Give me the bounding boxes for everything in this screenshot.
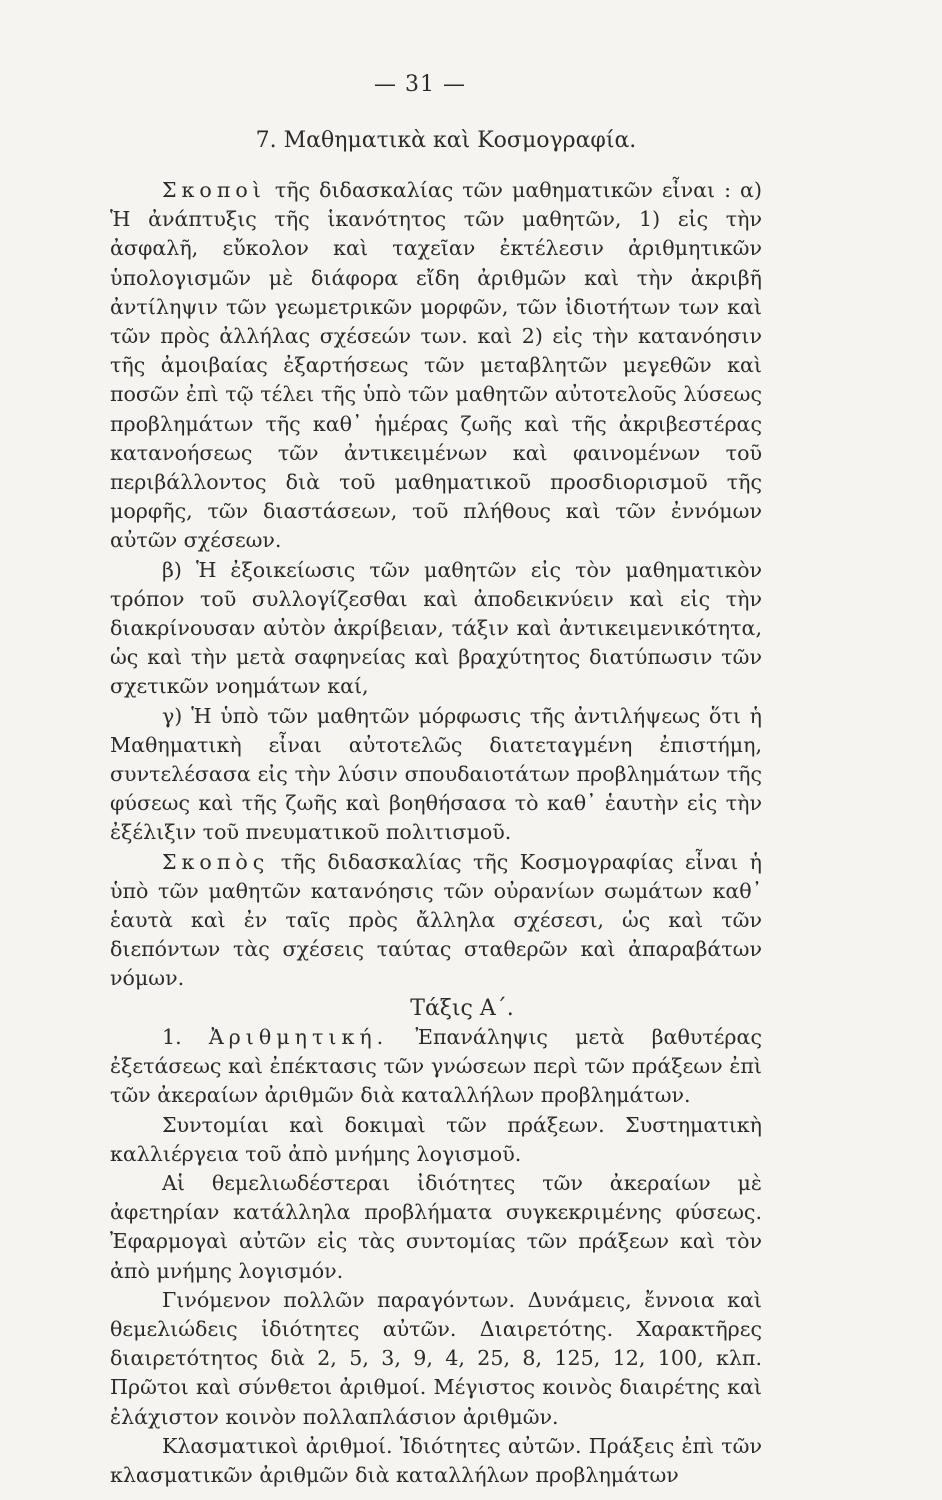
arithmetic-number: 1. xyxy=(162,1024,209,1049)
section-title: 7. Μαθηματικὰ καὶ Κοσμογραφία. xyxy=(255,128,637,153)
arithmetic-paragraph: Αἱ θεμελιωδέστεραι ἰδιότητες τῶν ἀκεραίων μὲ ἀφετηρίαν κατάλληλα προβλήματα συγκεκριμένης φύσεως. Ἐφαρμογαὶ αὐτῶν εἰς τὰς συντομίας τῶν πράξεων καὶ τὸν ἀπὸ μνήμης λογισμόν. xyxy=(110,1170,762,1283)
paragraph-text: τῆς διδασκαλίας τῶν μαθηματικῶν εἶναι : α) Ἡ ἀνάπτυξις τῆς ἱκανότητος τῶν μαθητῶν, 1) εἰς τὴν ἀσφαλῆ, εὔκολον καὶ ταχεῖαν ἐκτέλεσιν ἀριθμητικῶν ὑπολογισμῶν μὲ διάφορα εἴδη ἀριθμῶν καὶ τὴν ἀκριβῆ ἀντίληψιν τῶν γεωμετρικῶν μορφῶν, τῶν ἰδιοτήτων των καὶ τῶν πρὸς ἀλλήλας σχέσεών των. καὶ 2) εἰς τὴν κατανόησιν τῆς ἀμοιβαίας ἐξαρτήσεως τῶν μεταβλητῶν μεγεθῶν καὶ ποσῶν ἐπὶ τῷ τέλει τῆς ὑπὸ τῶν μαθητῶν αὐτοτελοῦς λύσεως προβλημάτων τῆς καθ᾽ ἡμέρας ζωῆς καὶ τῆς ἀκριβεστέρας κατανοήσεως τῶν ἀντικειμένων καὶ φαινομένων τοῦ περιβάλλοντος διὰ τοῦ μαθηματικοῦ προσδιορισμοῦ τῆς μορφῆς, τῶν διαστάσεων, τοῦ πλήθους καὶ τῶν ἐννόμων αὐτῶν σχέσεων. xyxy=(110,178,762,553)
arithmetic-text: Ἐπανάληψις μετὰ βαθυτέρας ἐξετάσεως καὶ ἐπέκτασις τῶν γνώσεων περὶ τῶν πράξεων ἐπὶ τῶν ἀκεραίων ἀριθμῶν διὰ καταλλήλων προβλημάτων. xyxy=(110,1024,762,1108)
paragraph-aims-cosmography xyxy=(110,848,762,994)
paragraph-lead: Σκοπὸς xyxy=(162,849,270,874)
arithmetic-paragraph: Γινόμενον πολλῶν παραγόντων. Δυνάμεις, ἔννοια καὶ θεμελιώδεις ἰδιότητες αὐτῶν. Διαιρετότης. Χαρακτῆρες διαιρετότητος διὰ 2, 5, 3, 9, 4, 25, 8, 125, 12, 100, κλπ. Πρῶτοι καὶ σύνθετοι ἀριθμοί. Μέγιστος κοινὸς διαιρέτης καὶ ἐλάχιστον κοινὸν πολλαπλάσιον ἀριθμῶν. xyxy=(110,1287,762,1429)
class-heading: Τάξις Α΄. xyxy=(410,995,514,1021)
arithmetic-paragraph: Κλασματικοὶ ἀριθμοί. Ἰδιότητες αὐτῶν. Πράξεις ἐπὶ τῶν κλασματικῶν ἀριθμῶν διὰ καταλλήλων προβλημάτων xyxy=(110,1433,762,1487)
paragraph-aim-b: β) Ἡ ἐξοικείωσις τῶν μαθητῶν εἰς τὸν μαθηματικὸν τρόπον τοῦ συλλογίζεσθαι καὶ ἀποδεικνύειν καὶ εἰς τὴν διακρίνουσαν αὐτὸν ἀκρίβειαν, τάξιν καὶ ἀντικειμενικότητα, ὡς καὶ τὴν μετὰ σαφηνείας καὶ βραχύτητος διατύπωσιν τῶν σχετικῶν νοημάτων καί, xyxy=(110,557,762,699)
arithmetic-intro xyxy=(110,1023,762,1111)
paragraph-lead: Σκοποὶ xyxy=(162,178,266,202)
paragraph-aims-math xyxy=(110,176,762,556)
arithmetic-lead: Ἀριθμητική. xyxy=(208,1024,389,1049)
paragraph-aim-c: γ) Ἡ ὑπὸ τῶν μαθητῶν μόρφωσις τῆς ἀντιλήψεως ὅτι ἡ Μαθηματικὴ εἶναι αὐτοτελῶς διατεταγμένη ἐπιστήμη, συντελέσασα εἰς τὴν λύσιν σπουδαιοτάτων προβλημάτων τῆς φύσεως καὶ τῆς ζωῆς καὶ βοηθήσασα τὸ καθ᾽ ἑαυτὴν εἰς τὴν ἐξέλιξιν τοῦ πνευματικοῦ πολιτισμοῦ. xyxy=(110,703,762,845)
body-text xyxy=(110,176,762,1490)
paragraph-text: τῆς διδασκαλίας τῆς Κοσμογραφίας εἶναι ἡ ὑπὸ τῶν μαθητῶν κατανόησις τῶν οὐρανίων σωμάτων καθ᾽ ἑαυτὰ καὶ ἐν ταῖς πρὸς ἄλληλα σχέσεσι, ὡς καὶ τῶν διεπόντων τὰς σχέσεις ταύτας σταθερῶν καὶ ἀπαραβάτων νόμων. xyxy=(110,849,762,991)
arithmetic-paragraph: Συντομίαι καὶ δοκιμαὶ τῶν πράξεων. Συστηματικὴ καλλιέργεια τοῦ ἀπὸ μνήμης λογισμοῦ. xyxy=(110,1112,762,1166)
page-number: — 31 — xyxy=(374,72,466,97)
